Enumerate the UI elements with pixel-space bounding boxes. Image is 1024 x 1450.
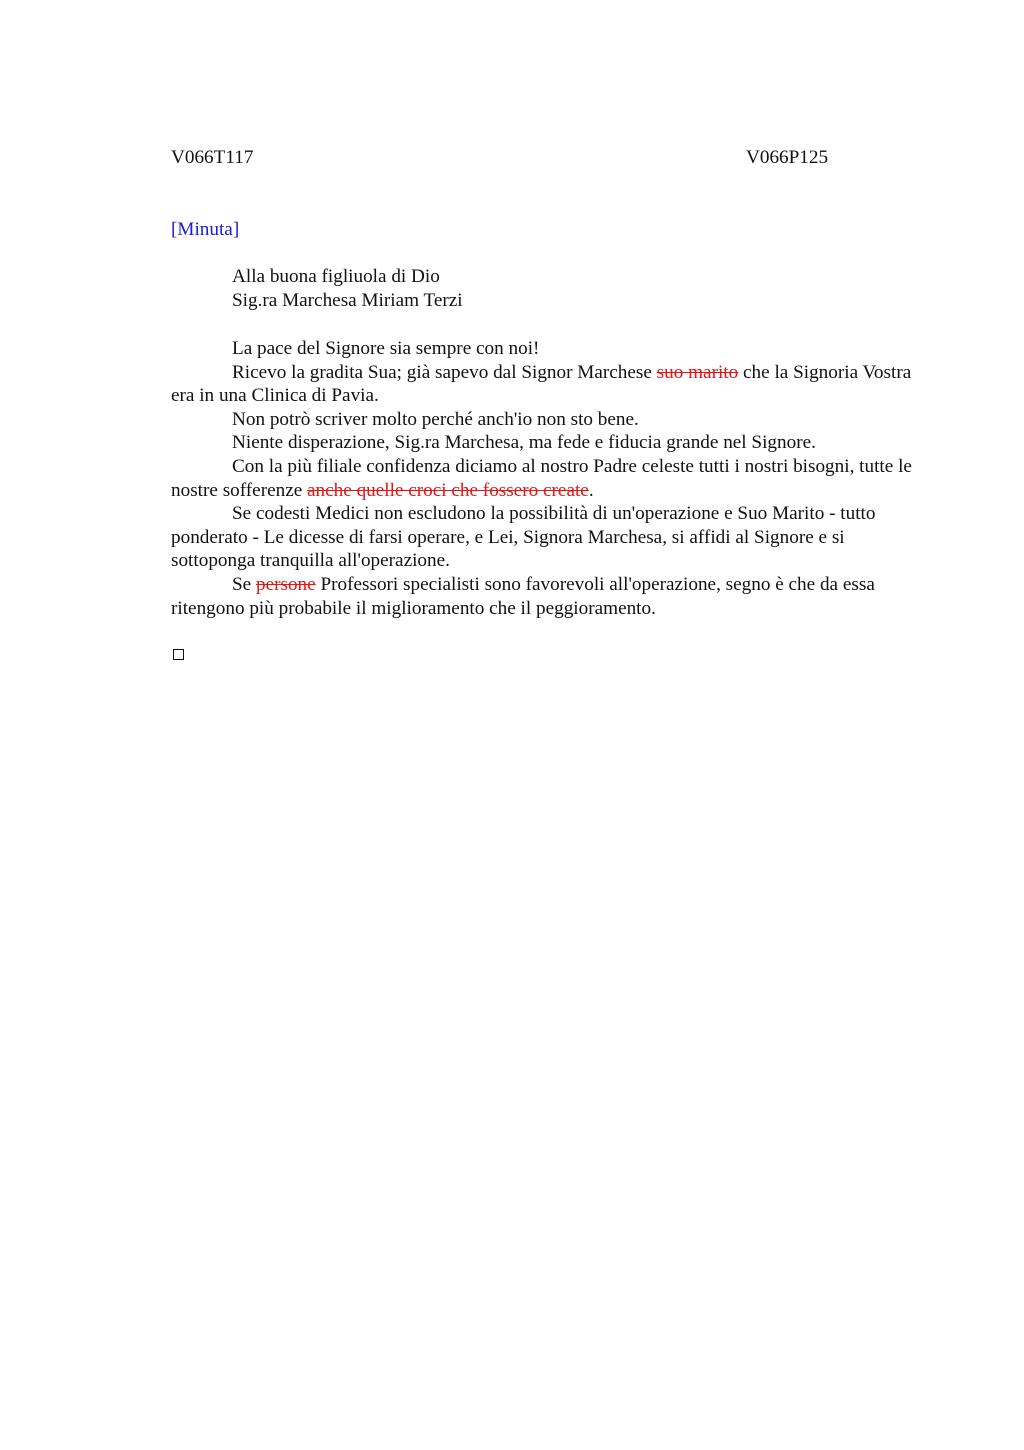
- paragraph-5-text-a: Con la più filiale confidenza diciamo al nostro Padre celeste tutti i nostri bisogni, tutte le nostre sofferenze: [171, 455, 912, 501]
- deleted-text: anche quelle croci che fossero create: [307, 479, 589, 501]
- paragraph-2-text-b: che la Signoria Vostra era in una Clinica di Pavia.: [171, 361, 912, 407]
- address-line-2: Sig.ra Marchesa Miriam Terzi: [232, 290, 463, 311]
- paragraph-6-text: Se codesti Medici non escludono la possibilità di un'operazione e Suo Marito - tutto ponderato - Le dicesse di farsi operare, e Lei, Signora Marchesa, si affidi al Signore e si sottoponga tranquilla all'operazione.: [171, 503, 876, 572]
- paragraph-1-text: La pace del Signore sia sempre con noi!: [232, 338, 540, 359]
- address-block: [232, 265, 463, 313]
- paragraph-7-text-a: Se: [232, 573, 256, 595]
- paragraph-5: [171, 455, 929, 502]
- document-code-left: V066T117: [171, 147, 254, 168]
- paragraph-3-text: Non potrò scriver molto perché anch'io non sto bene.: [232, 408, 639, 430]
- address-line-1: Alla buona figliuola di Dio: [232, 266, 440, 287]
- paragraph-4: [171, 431, 929, 455]
- paragraph-5-text-b: .: [588, 479, 594, 501]
- square-outline-icon: [173, 649, 184, 660]
- paragraph-7: [171, 573, 929, 620]
- paragraph-3: [171, 408, 929, 432]
- paragraph-6: [171, 502, 929, 573]
- paragraph-4-text: Niente disperazione, Sig.ra Marchesa, ma fede e fiducia grande nel Signore.: [232, 432, 816, 454]
- minuta-label: [Minuta]: [171, 219, 240, 240]
- deleted-text: persone: [255, 573, 316, 595]
- letter-body: [171, 337, 929, 620]
- paragraph-2: [171, 361, 929, 408]
- document-code-right: V066P125: [746, 147, 829, 168]
- deleted-text: suo marito: [656, 361, 739, 383]
- paragraph-1: [171, 337, 929, 361]
- paragraph-2-text-a: Ricevo la gradita Sua; già sapevo dal Signor Marchese: [232, 361, 657, 383]
- paragraph-7-text-b: Professori specialisti sono favorevoli all'operazione, segno è che da essa ritengono più probabile il miglioramento che il peggioramento.: [171, 573, 875, 619]
